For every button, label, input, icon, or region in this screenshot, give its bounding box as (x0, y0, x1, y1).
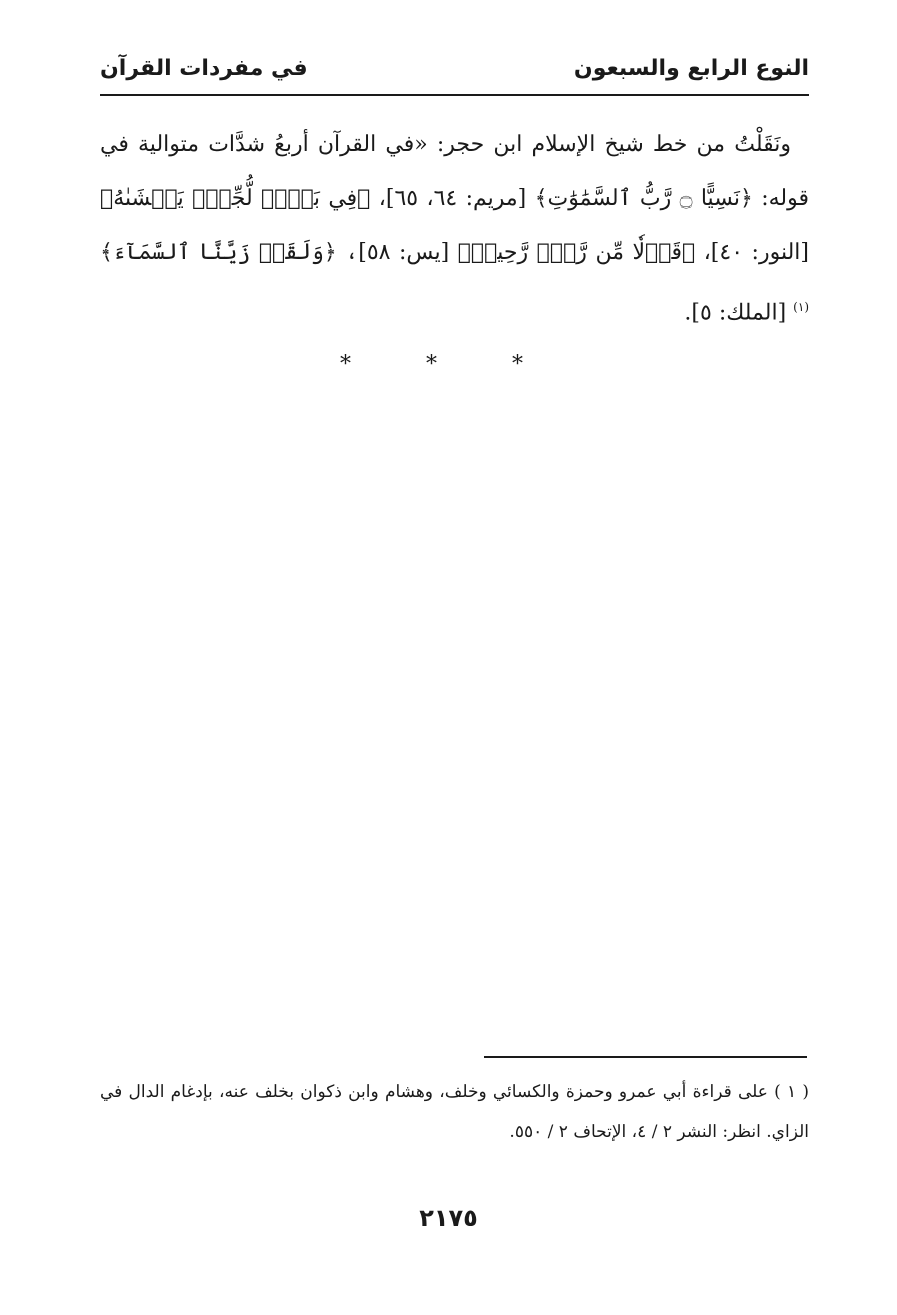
paragraph-end: [الملك: ٥]. (684, 300, 794, 326)
footnote (100, 1072, 809, 1152)
running-header (100, 52, 809, 92)
book-section-title: في مفردات القرآن (100, 56, 308, 81)
body-paragraph (100, 118, 809, 340)
page-number: ٢١٧٥ (419, 1204, 478, 1232)
footnote-marker: (١) (793, 300, 809, 314)
footnote-text: ( ١ ) على قراءة أبي عمرو وحمزة والكسائي وخلف، وهشام وابن ذكوان بخلف عنه، بإدغام الدال في الزاي. انظر: النشر ٢ / ٤، الإتحاف ٢ / ٥٥٠. (100, 1082, 809, 1142)
main-text (100, 118, 809, 340)
section-separator: * * * (340, 352, 557, 377)
header-divider (100, 94, 809, 96)
footnote-divider (484, 1056, 807, 1058)
paragraph-text: ونَقَلْتُ من خط شيخ الإسلام ابن حجر: «في القرآن أربعُ شدَّات متوالية في قوله: ﴿نَسِيًّا ۝ رَّبُّ ٱلسَّمَٰوَٰتِ﴾ [مريم: ٦٤، ٦٥]، ﴿فِي بَحۡرٖ لُّجِّيّٖ يَغۡشَىٰهُ﴾ [النور: ٤٠]، ﴿قَوۡلٗا مِّن رَّبّٖ رَّحِيمٖ﴾ [يس: ٥٨]، ﴿وَلَقَدۡ زَيَّنَّا ٱلسَّمَآءَ﴾ (100, 132, 809, 265)
chapter-title: النوع الرابع والسبعون (573, 56, 809, 81)
